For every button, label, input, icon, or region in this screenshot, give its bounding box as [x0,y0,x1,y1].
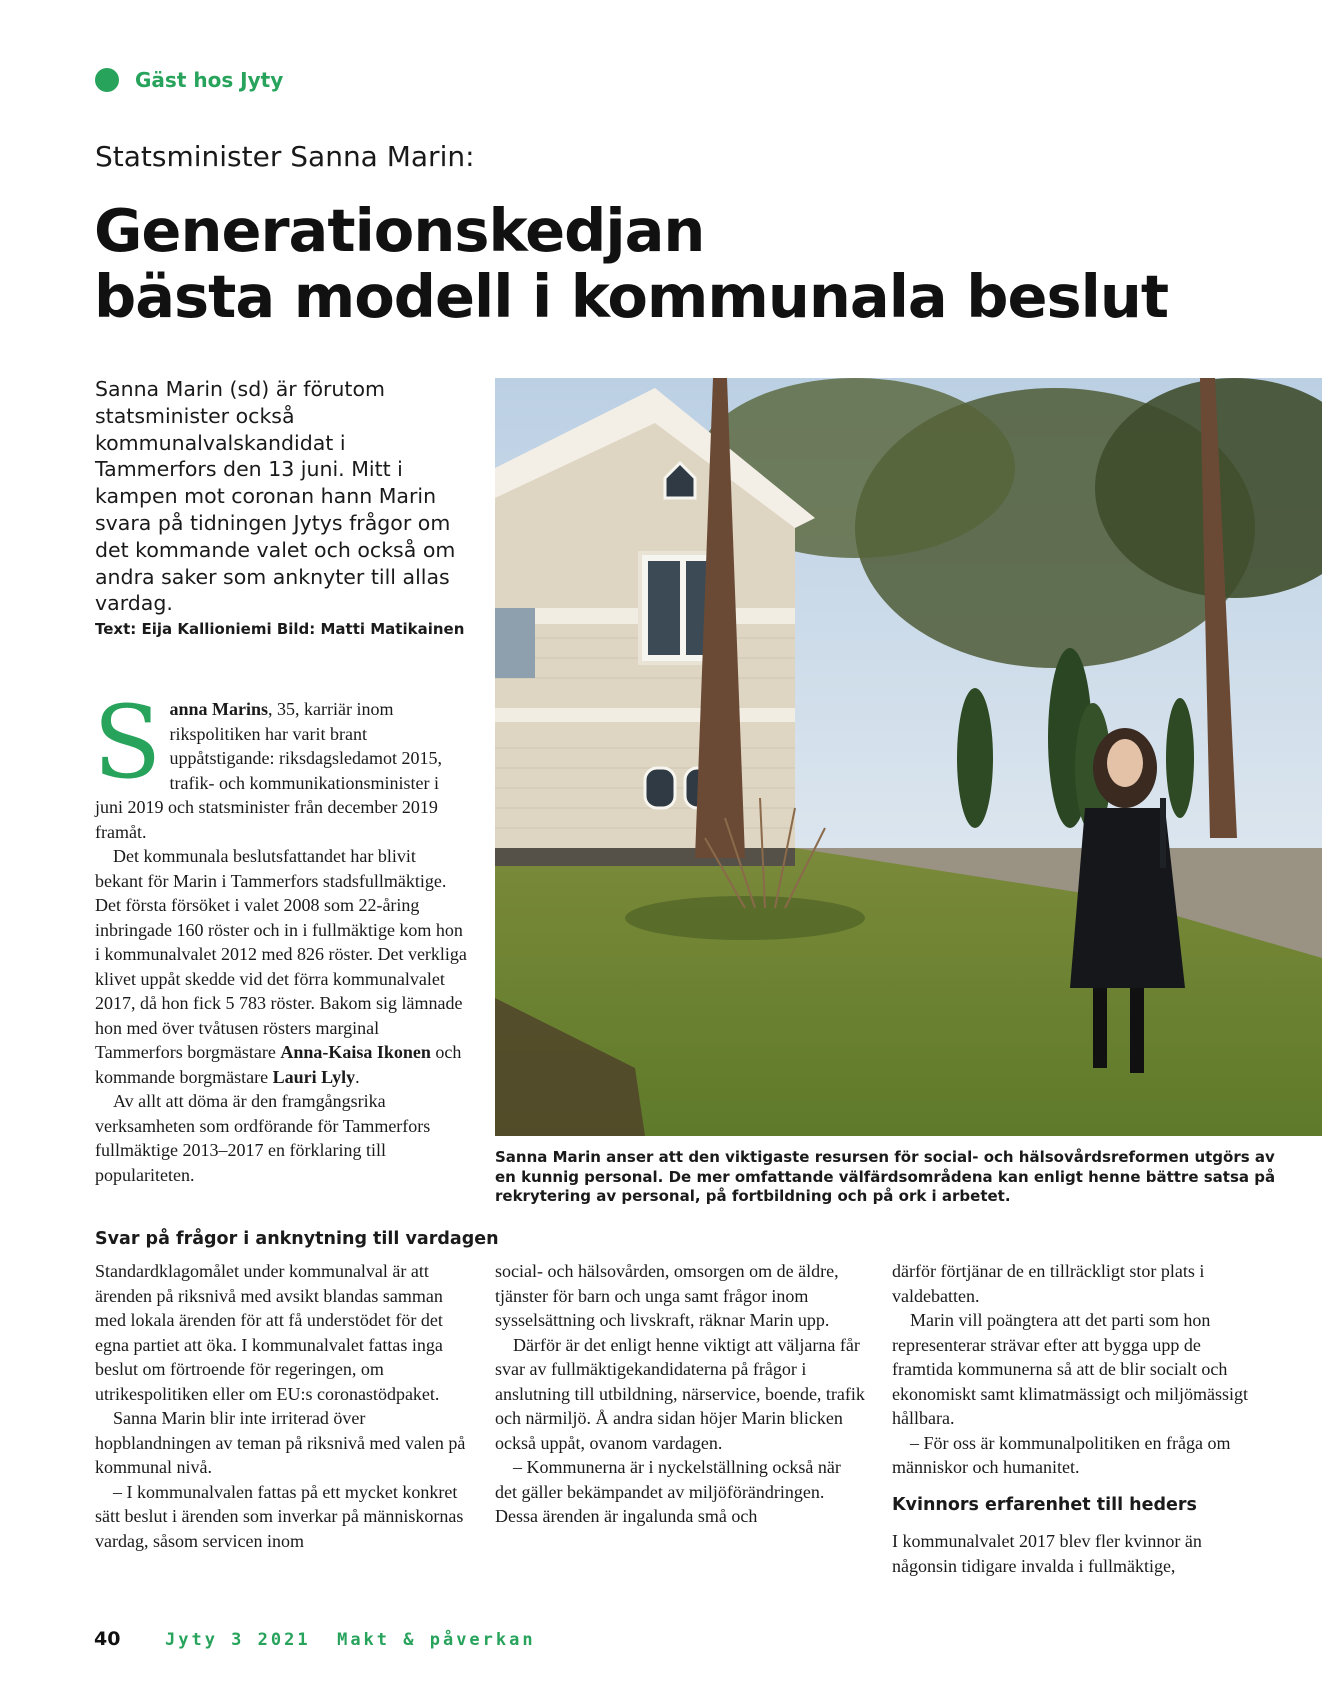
column-3-continued [892,1529,1264,1578]
drop-cap: S [93,684,162,801]
body-text: , 35, karriär inom rikspolitiken har varit brant uppåtstigande: riksdagsledamot 2015, trafik- och kommunikationsminister i juni 2019 och statsminister från december 2019 framåt. [95,699,442,842]
column-2 [495,1259,867,1529]
photo-caption: Sanna Marin anser att den viktigaste resursen för social- och hälsovårdsreformen utgörs av en kunnig personal. De mer omfattande välfärdsområdena kan enligt henne bättre satsa på rekrytering av personal, på fortbildning och på ork i arbetet. [495,1148,1276,1206]
subheading-vardagen: Svar på frågor i anknytning till vardagen [95,1229,499,1249]
body-paragraph-2 [95,844,467,1089]
name-anna-kaisa-ikonen: Anna-Kaisa Ikonen [280,1042,431,1062]
body-text: Det kommunala beslutsfattandet har blivit bekant för Marin i Tammerfors stadsfullmäktige. Det första försöket i valet 2008 som 22-åring inbringade 160 röster och in i fullmäktige kom hon i kommunalvalet 2012 med 826 röster. Det verkliga klivet uppåt skedde vid det förra kommunalvalet 2017, då hon fick 5 783 röster. Bakom sig lämnade hon med över tvåtusen rösters marginal Tammerfors borgmästare [95,846,467,1062]
column-3-paragraph-2: Marin vill poängtera att det parti som hon representerar strävar efter att bygga upp de framtida kommunerna så att de blir socialt och ekonomiskt samt klimatmässigt och miljömässigt hållbara. [892,1310,1248,1428]
column-3-paragraph-4: I kommunalvalet 2017 blev fler kvinnor än någonsin tidigare invalda i fullmäktige, [892,1531,1202,1576]
name-sanna-marins: anna Marins [169,699,269,719]
name-lauri-lyly: Lauri Lyly [272,1066,356,1087]
column-2-paragraph-1: social- och hälsovården, omsorgen om de äldre, tjänster för barn och unga samt frågor inom sysselsättning och livskraft, räknar Marin upp. [495,1261,839,1330]
body-text: . [355,1066,360,1087]
column-3-paragraph-1: därför förtjänar de en tillräckligt stor plats i valdebatten. [892,1261,1205,1306]
publication-label: Jyty 3 2021 [165,1630,311,1650]
section-kicker [95,68,283,92]
article-photo [495,378,1322,1136]
byline: Text: Eija Kallioniemi Bild: Matti Matikainen [95,620,465,638]
kicker-label: Gäst hos Jyty [135,68,284,92]
body-text: och kommande borgmästare [95,1042,462,1087]
headline [94,198,1168,330]
headline-line-2: bästa modell i kommunala beslut [94,262,1169,331]
photo-house-garden [495,378,1322,1136]
body-paragraph-1 [93,684,467,844]
column-1-paragraph-3: – I kommunalvalen fattas på ett mycket konkret sätt beslut i ärenden som inverkar på människornas vardag, såsom servicen inom [95,1481,464,1551]
column-3-paragraph-3: – För oss är kommunalpolitiken en fråga om människor och humanitet. [892,1432,1231,1477]
running-footer [165,1630,536,1650]
column-2-paragraph-2: Därför är det enligt henne viktigt att väljarna får svar av fullmäktigekandidaterna på frågor i anslutning till utbildning, närservice, boende, trafik och närmiljö. Å andra sidan höjer Marin blicken också uppåt, ovanom vardagen. [495,1334,865,1453]
green-dot-icon [95,68,119,92]
subheading-kvinnors: Kvinnors erfarenhet till heders [892,1495,1197,1515]
section-label: Makt & påverkan [337,1630,536,1650]
column-2-paragraph-3: – Kommunerna är i nyckelställning också när det gäller bekämpandet av miljöförändringen. Dessa ärenden är ingalunda små och [495,1457,841,1526]
headline-line-1: Generationskedjan [94,196,705,265]
body-paragraph-3: Av allt att döma är den framgångsrika verksamheten som ordförande för Tammerfors fullmäktige 2013–2017 en förklaring till populariteten. [95,1091,431,1185]
column-1-paragraph-2: Sanna Marin blir inte irriterad över hopblandningen av teman på riksnivå med valen på kommunal nivå. [95,1408,466,1477]
column-3 [892,1259,1264,1480]
subhead: Statsminister Sanna Marin: [95,140,475,173]
page-number: 40 [94,1628,121,1650]
body-intro [93,684,467,1187]
column-1 [95,1259,467,1553]
column-1-paragraph-1: Standardklagomålet under kommunalval är att ärenden på riksnivå med avsikt blandas samman med lokala ärenden för att få understödet för det egna partiet att öka. I kommunalvalet fattas inga beslut om förtroende för regeringen, om utrikespolitiken eller om EU:s coronastödpaket. [95,1261,443,1404]
lead-paragraph: Sanna Marin (sd) är förutom statsminister också kommunalvalskandidat i Tammerfors den 13 juni. Mitt i kampen mot coronan hann Marin svara på tidningen Jytys frågor om det kommande valet och också om andra saker som anknyter till allas vardag. [95,377,456,616]
